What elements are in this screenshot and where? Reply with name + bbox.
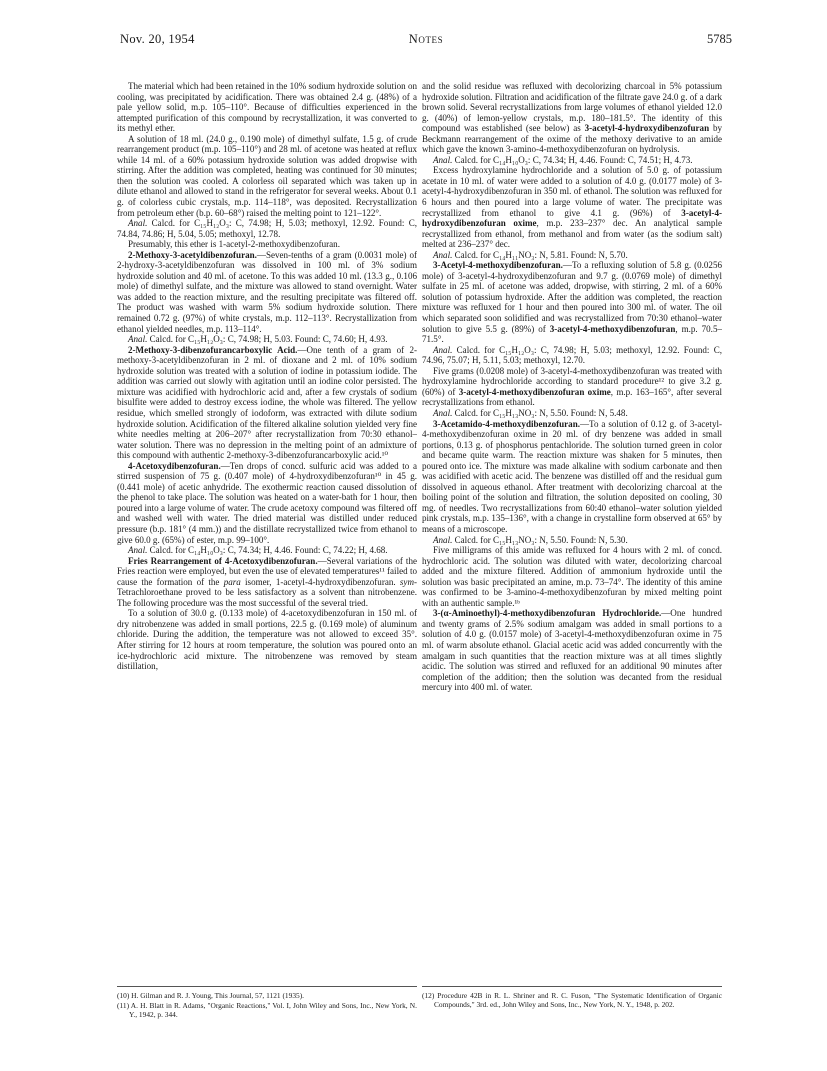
paragraph: A solution of 18 ml. (24.0 g., 0.190 mole) of dimethyl sulfate, 1.5 g. of crude rearrangement product (m.p. 105–110°) and 28 ml. of acetone was heated at reflux while 14 ml. of a 60% potassium hydroxide solution was added dropwise with stirring. After the addition was completed, heating was continued for 30 minutes; then the solution was cooled. A colorless oil separated which was taken up in dilute ethanol and allowed to stand in the refrigerator for several weeks. About 0.1 g. of colorless cubic crystals, m.p. 114–118°, was deposited. Recrystallization from petroleum ether (b.p. 60–68°) raised the melting point to 121–122°. [117,133,417,218]
section-paragraph: 3-Acetamido-4-methoxydibenzofuran.—To a solution of 0.12 g. of 3-acetyl-4-methoxydibenzofuran oxime in 20 ml. of dry benzene was added in small portions, 0.13 g. of phosphorus pentachloride. The solution turned green in color and became quite warm. The reaction mixture was shaken for 5 minutes, then poured onto ice. The mixture was made alkaline with sodium carbonate and then was acidified with acetic acid. The benzene was distilled off and the residual gum dissolved in aqueous ethanol. After treatment with decolorizing charcoal at the boiling point of the solution and filtration, the solution deposited on cooling, 30 mg. of needles. Two recrystallizations from 60:40 ethanol–water solution yielded pink crystals, m.p. 135–136°, with a change in crystalline form observed at 65° by means of a microscope. [422,418,722,534]
footnote-12: (12) Procedure 42B in R. L. Shriner and R. C. Fuson, "The Systematic Identification of Organic Compounds," 3rd. ed., John Wiley and Sons, Inc., New York, N. Y., 1948, p. 202. [422,991,722,1009]
anal-label: Anal. [433,534,453,545]
section-paragraph: 3-(α-Aminoethyl)-4-methoxydibenzofuran Hydrochloride.—One hundred and twenty grams of 2.5% sodium amalgam was added in small portions to a solution of 4.0 g. (0.0157 mole) of 3-acetyl-4-methoxydibenzofuran oxime in 75 ml. of warm absolute ethanol. Glacial acetic acid was added concurrently with the amalgam in such quantities that the reaction mixture was at all times slightly acidic. The solution was stirred and refluxed for an additional 90 minutes after completion of the addition; then the solution was decanted from the residual mercury into 400 ml. of water. [422,608,722,693]
analysis-line: Anal. Calcd. for C₁₅H₁₂O₃: C, 74.98; H, 5.03; methoxyl, 12.92. Found: C, 74.96, 75.07; H, 5.11, 5.03; methoxyl, 12.70. [422,344,722,366]
paragraph: To a solution of 30.0 g. (0.133 mole) of 4-acetoxydibenzofuran in 150 ml. of dry nitrobenzene was added in small portions, 22.5 g. (0.169 mole) of aluminum chloride. During the addition, the temperature was not allowed to exceed 35°. After stirring for 12 hours at room temperature, the solution was poured onto an ice-hydrochloric acid mixture. The nitrobenzene was removed by steam distillation, [117,608,417,672]
journal-date: Nov. 20, 1954 [120,32,195,46]
section-heading: 3-Acetyl-4-methoxydibenzofuran. [433,260,563,271]
left-column [117,81,417,980]
footnote-10: (10) H. Gilman and R. J. Young, This Journal, 57, 1121 (1935). [117,991,305,1000]
section-paragraph: 4-Acetoxydibenzofuran.—Ten drops of concd. sulfuric acid was added to a stirred suspension of 75 g. (0.407 mole) of 4-hydroxydibenzofuran¹⁰ in 45 g. (0.441 mole) of acetic anhydride. The exothermic reaction caused dissolution of the phenol to take place. The solution was heated on a water-bath for 1 hour, then poured into a large volume of water. The crude acetoxy compound was filtered off and washed well with water. The dried material was distilled under reduced pressure (b.p. 181° (4 mm.)) and the distillate recrystallized twice from ethanol to give 60.0 g. (65%) of ester, m.p. 99–100°. [117,460,417,545]
right-column [422,81,722,980]
section-paragraph: 3-Acetyl-4-methoxydibenzofuran.—To a refluxing solution of 5.8 g. (0.0256 mole) of 3-acetyl-4-hydroxydibenzofuran and 9.7 g. (0.0769 mole) of dimethyl sulfate in 25 ml. of acetone was added, dropwise, with stirring, 2 ml. of a 60% solution of potassium hydroxide. After the addition was completed, the reaction mixture was refluxed for 1 hour and then poured into 300 ml. of water. The oil which separated soon solidified and was recrystallized from 70:30 ethanol–water solution to give 5.5 g. (89%) of 3-acetyl-4-methoxydibenzofuran, m.p. 70.5–71.5°. [422,260,722,345]
section-heading: 3-(α-Aminoethyl)-4-methoxydibenzofuran Hydrochloride. [433,608,662,619]
paragraph: Excess hydroxylamine hydrochloride and a solution of 5.0 g. of potassium acetate in 10 ml. of water were added to a solution of 4.0 g. (0.0177 mole) of 3-acetyl-4-hydroxydibenzofuran in 350 ml. of ethanol. The solution was refluxed for 6 hours and then poured into a large volume of water. The precipitate was recrystallized from ethanol to give 4.1 g. (96%) of 3-acetyl-4-hydroxydibenzofuran oxime, m.p. 233–237° dec. An analytical sample recrystallized from ethanol, from methanol and from water (as the sodium salt) melted at 236–237° dec. [422,165,722,250]
footnotes-left [117,991,417,1020]
analysis-line: Anal. Calcd. for C₁₄H₁₀O₃: C, 74.34; H, 4.46. Found: C, 74.22; H, 4.68. [128,545,388,556]
page-number: 5785 [707,32,732,46]
analysis-line: Anal. Calcd. for C₁₄H₁₀O₃: C, 74.34; H, 4.46. Found: C, 74.51; H, 4.73. [433,154,693,165]
paragraph: Five milligrams of this amide was refluxed for 4 hours with 2 ml. of concd. hydrochloric acid. The solution was diluted with water, decolorizing charcoal added and the mixture filtered. Addition of ammonium hydroxide until the solution was basic precipitated an amine, m.p. 73–74°. The identity of this amine was confirmed to be 3-amino-4-methoxydibenzofuran by mixed melting point with an authentic sample.¹ᵇ [422,545,722,608]
analysis-line: Anal. Calcd. for C₁₄H₁₁NO₃: N, 5.81. Found: N, 5.70. [433,249,628,260]
footnote-rule [422,986,722,987]
section-heading: 4-Acetoxydibenzofuran. [128,460,221,471]
footnote-11: (11) A. H. Blatt in R. Adams, "Organic Reactions," Vol. I, John Wiley and Sons, Inc., New York, N. Y., 1942, p. 344. [117,1001,417,1019]
analysis-line: Anal. Calcd. for C₁₅H₁₂O₃: C, 74.98; H, 5.03. Found: C, 74.60; H, 4.93. [128,334,388,345]
section-heading: 2-Methoxy-3-acetyldibenzofuran. [128,249,257,260]
section-heading: Fries Rearrangement of 4-Acetoxydibenzofuran. [128,555,318,566]
analysis-line: Anal. Calcd. for C₁₅H₁₃NO₃: N, 5.50. Found: N, 5.48. [433,407,628,418]
anal-label: Anal. [433,154,453,165]
footnote-rule [117,986,417,987]
section-title: Notes [408,32,444,46]
section-heading: 3-Acetamido-4-methoxydibenzofuran. [433,418,580,429]
anal-label: Anal. [128,334,148,345]
anal-label: Anal. [128,218,148,229]
anal-label: Anal. [433,344,453,355]
analysis-line: Anal. Calcd. for C₁₅H₁₃NO₃: N, 5.50. Found: N, 5.30. [433,534,628,545]
section-paragraph: 2-Methoxy-3-acetyldibenzofuran.—Seven-tenths of a gram (0.0031 mole) of 2-hydroxy-3-acetyldibenzofuran was dissolved in 100 ml. of 3% sodium hydroxide solution and 40 ml. of acetone. To this was added 10 ml. (13.3 g., 0.106 mole) of dimethyl sulfate, and the mixture was allowed to stand overnight. Water was added to the reaction mixture, and the resulting precipitate was filtered off. The product was washed with warm 5% sodium hydroxide solution. There remained 0.72 g. (97%) of white crystals, m.p. 112–113°. Recrystallization from ethanol yielded needles, m.p. 113–114°. [117,249,417,334]
compound-name: 3-acetyl-4-methoxydibenzofuran [549,323,676,334]
paragraph: Presumably, this ether is 1-acetyl-2-methoxydibenzofuran. [128,239,340,250]
paragraph: and the solid residue was refluxed with decolorizing charcoal in 5% potassium hydroxide solution. Filtration and acidification of the filtrate gave 24.0 g. of a dark brown solid. Several recrystallizations from large volumes of ethanol yielded 12.0 g. (40%) of lemon-yellow crystals, m.p. 180–181.5°. The identity of this compound was established (see below) as 3-acetyl-4-hydroxydibenzofuran by Beckmann rearrangement of the oxime of the methoxy derivative to an amide which gave the known 3-amino-4-methoxydibenzofuran on hydrolysis. [422,81,722,155]
compound-name: 3-acetyl-4-hydroxydibenzofuran oxime [422,207,722,229]
anal-label: Anal. [128,545,148,556]
page-header [120,32,732,52]
footnotes-right [422,991,722,1010]
analysis-line: Anal. Calcd. for C₁₅H₁₂O₃: C, 74.98; H, 5.03; methoxyl, 12.92. Found: C, 74.84, 74.86; H, 5.04, 5.05; methoxyl, 12.78. [117,218,417,239]
anal-label: Anal. [433,407,453,418]
section-paragraph: 2-Methoxy-3-dibenzofurancarboxylic Acid.—One tenth of a gram of 2-methoxy-3-acetyldibenzofuran in 2 ml. of dioxane and 2 ml. of 10% sodium hydroxide solution was treated with a solution of iodine in potassium iodide. The addition was carried out slowly with agitation until an iodine color persisted. The mixture was acidified with hydrochloric acid and, after a few crystals of sodium bisulfite were added to destroy excess iodine, the whole was filtered. The yellow residue, which smelled strongly of iodoform, was extracted with dilute sodium hydroxide solution. Acidification of the filtered alkaline solution yielded very fine white needles melting at 206–207° after recrystallization from 70:30 ethanol–water solution. There was no depression in the melting point of an admixture of this compound with authentic 2-methoxy-3-dibenzofurancarboxylic acid.¹⁰ [117,344,417,461]
paragraph: The material which had been retained in the 10% sodium hydroxide solution on cooling, was precipitated by acidification. There was obtained 2.4 g. (48%) of a pale yellow solid, m.p. 105–110°. Because of difficulties experienced in the attempted purification of this compound by recrystallization, it was converted to its methyl ether. [117,81,417,134]
anal-label: Anal. [433,249,453,260]
compound-name: 3-acetyl-4-hydroxydibenzofuran [584,123,710,134]
compound-name: 3-acetyl-4-methoxydibenzofuran oxime [458,386,611,397]
section-heading: 2-Methoxy-3-dibenzofurancarboxylic Acid. [128,344,298,355]
paragraph: Five grams (0.0208 mole) of 3-acetyl-4-methoxydibenzofuran was treated with hydroxylamine hydrochloride according to standard procedure¹² to give 3.2 g. (60%) of 3-acetyl-4-methoxydibenzofuran oxime, m.p. 163–165°, after several recrystallizations from ethanol. [422,365,722,408]
section-paragraph: Fries Rearrangement of 4-Acetoxydibenzofuran.—Several variations of the Fries reaction were employed, but even the use of elevated temperatures¹¹ failed to cause the formation of the para isomer, 1-acetyl-4-hydroxydibenzofuran. sym-Tetrachloroethane proved to be less satisfactory as a solvent than nitrobenzene. The following procedure was the most successful of the several tried. [117,555,417,608]
